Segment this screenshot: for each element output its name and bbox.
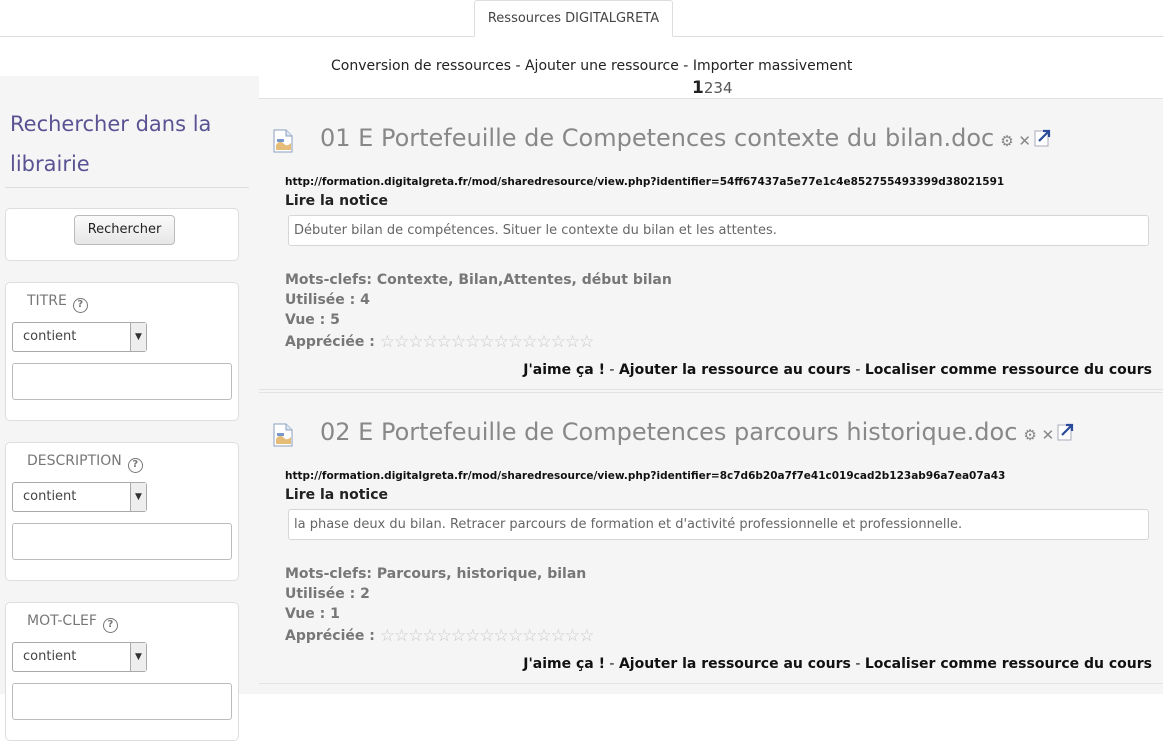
top-links [331, 58, 852, 74]
page-link-2[interactable]: 2 [703, 79, 714, 97]
filter-operator-select[interactable] [12, 322, 147, 352]
description-search-input[interactable] [12, 523, 232, 560]
link-separator: - [678, 58, 693, 74]
action-separator: - [850, 362, 865, 378]
rating-label: Appréciée : [285, 334, 375, 350]
views-value: 1 [330, 606, 340, 622]
title-search-input[interactable] [12, 363, 232, 400]
resource-description: la phase deux du bilan. Retracer parcours de formation et d'activité professionnelle et professionnelle. [288, 509, 1149, 540]
resource-description: Débuter bilan de compétences. Situer le contexte du bilan et les attentes. [288, 215, 1149, 246]
views-label: Vue : [285, 312, 326, 328]
filter-label [27, 293, 88, 313]
resource-title-text[interactable]: 01 E Portefeuille de Competences contexte du bilan.doc [320, 124, 995, 152]
filter-label-text: MOT-CLEF [27, 613, 97, 629]
search-button-panel [5, 208, 239, 261]
keywords-value: Parcours, historique, bilan [376, 566, 587, 582]
conversion-link[interactable]: Conversion de ressources [331, 58, 512, 74]
rating-label: Appréciée : [285, 628, 375, 644]
resource-card [259, 392, 1163, 684]
keyword-search-input[interactable] [12, 683, 232, 720]
views-row [285, 606, 340, 622]
resource-url: http://formation.digitalgreta.fr/mod/sharedresource/view.php?identifier=54ff67437a5e77e1c4e852755493399d38021591 [285, 176, 1005, 188]
chevron-down-icon: ▼ [130, 643, 146, 671]
filter-label-text: DESCRIPTION [27, 453, 122, 469]
edit-delete-icons[interactable]: ⚙ ✕ [1000, 132, 1032, 150]
add-resource-link[interactable]: Ajouter une ressource [524, 58, 679, 74]
used-row [285, 586, 370, 602]
views-row [285, 312, 340, 328]
resource-card [259, 98, 1163, 390]
external-link-icon[interactable] [1034, 128, 1051, 147]
resource-title-text[interactable]: 02 E Portefeuille de Competences parcours historique.doc [320, 418, 1018, 446]
add-to-course-link[interactable]: Ajouter la ressource au cours [618, 656, 851, 672]
select-value: contient [23, 649, 77, 664]
select-value: contient [23, 489, 77, 504]
keywords-label: Mots-clefs: [285, 272, 373, 288]
views-value: 5 [330, 312, 340, 328]
used-label: Utilisée : [285, 292, 356, 308]
localize-link[interactable]: Localiser comme ressource du cours [864, 656, 1152, 672]
page-link-3[interactable]: 3 [713, 79, 723, 97]
keywords-label: Mots-clefs: [285, 566, 373, 582]
sidebar-title: Rechercher dans la librairie [10, 112, 212, 176]
external-link-icon[interactable] [1057, 422, 1074, 441]
chevron-down-icon: ▼ [130, 483, 146, 511]
filter-operator-select[interactable] [12, 642, 147, 672]
filter-panel-title [5, 282, 239, 421]
filter-panel-keyword [5, 602, 239, 741]
tab-ressources[interactable]: Ressources DIGITALGRETA [474, 0, 673, 37]
keywords-row [285, 566, 586, 582]
resource-title [320, 418, 1074, 446]
used-value: 4 [360, 292, 370, 308]
rating-row [285, 332, 593, 352]
page-current: 1 [692, 78, 704, 98]
help-icon[interactable]: ? [73, 298, 88, 313]
used-label: Utilisée : [285, 586, 356, 602]
chevron-down-icon: ▼ [130, 323, 146, 351]
results-list [259, 98, 1163, 694]
resource-url: http://formation.digitalgreta.fr/mod/sharedresource/view.php?identifier=8c7d6b20a7f7e41c019cad2b123ab96a7ea07a43 [285, 470, 1006, 482]
mass-import-link[interactable]: Importer massivement [692, 58, 853, 74]
localize-link[interactable]: Localiser comme ressource du cours [864, 362, 1152, 378]
document-icon [272, 129, 294, 153]
tab-bar [0, 0, 1163, 37]
resource-title [320, 124, 1051, 152]
action-separator: - [604, 362, 619, 378]
filter-label [27, 453, 143, 473]
used-row [285, 292, 370, 308]
select-value: contient [23, 329, 77, 344]
search-button[interactable]: Rechercher [74, 215, 175, 245]
add-to-course-link[interactable]: Ajouter la ressource au cours [618, 362, 851, 378]
filter-operator-select[interactable] [12, 482, 147, 512]
page-link-4[interactable]: 4 [722, 79, 733, 97]
keywords-value: Contexte, Bilan,Attentes, début bilan [376, 272, 672, 288]
filter-panel-description [5, 442, 239, 581]
help-icon[interactable]: ? [128, 458, 143, 473]
action-separator: - [850, 656, 865, 672]
filter-label [27, 613, 118, 633]
read-notice-link[interactable]: Lire la notice [285, 193, 388, 209]
read-notice-link[interactable]: Lire la notice [285, 487, 388, 503]
resource-actions [523, 362, 1152, 378]
edit-delete-icons[interactable]: ⚙ ✕ [1023, 426, 1055, 444]
rating-row [285, 626, 593, 646]
sidebar-divider [5, 187, 249, 188]
star-rating[interactable]: ☆☆☆☆☆☆☆☆☆☆☆☆☆☆☆ [379, 332, 594, 352]
resource-actions [523, 656, 1152, 672]
document-icon [272, 423, 294, 447]
help-icon[interactable]: ? [103, 618, 118, 633]
used-value: 2 [360, 586, 370, 602]
like-link[interactable]: J'aime ça ! [523, 362, 605, 378]
star-rating[interactable]: ☆☆☆☆☆☆☆☆☆☆☆☆☆☆☆ [379, 626, 594, 646]
link-separator: - [511, 58, 525, 74]
like-link[interactable]: J'aime ça ! [523, 656, 605, 672]
keywords-row [285, 272, 672, 288]
action-separator: - [604, 656, 619, 672]
filter-label-text: TITRE [27, 293, 67, 309]
views-label: Vue : [285, 606, 326, 622]
pagination [692, 78, 732, 98]
